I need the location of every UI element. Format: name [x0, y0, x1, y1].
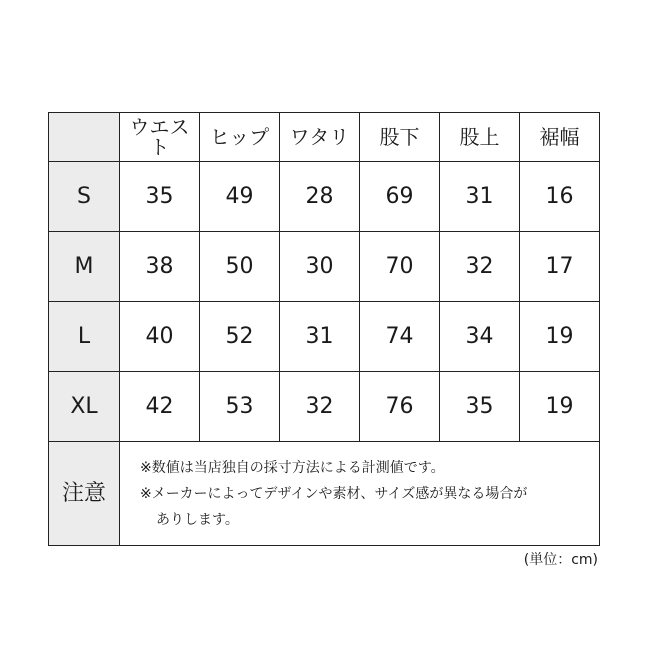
- column-header-hip: ヒップ: [200, 113, 280, 162]
- size-chart-body: [49, 113, 600, 546]
- table-cell: 74: [360, 302, 440, 372]
- table-cell: 69: [360, 162, 440, 232]
- size-chart-table: [48, 112, 600, 546]
- table-cell: 53: [200, 372, 280, 442]
- note-line: ありします。: [156, 511, 239, 528]
- table-row: [49, 302, 600, 372]
- table-row: [49, 162, 600, 232]
- table-cell: 40: [120, 302, 200, 372]
- notes-row: [49, 442, 600, 546]
- table-cell: 31: [440, 162, 520, 232]
- table-cell: 42: [120, 372, 200, 442]
- unit-label: (単位：cm): [523, 552, 598, 568]
- note-line: ※数値は当店独自の採寸方法による計測値です。: [140, 459, 445, 476]
- table-cell: 19: [520, 302, 600, 372]
- header-row: [49, 113, 600, 162]
- size-label: L: [49, 302, 120, 372]
- table-cell: 16: [520, 162, 600, 232]
- table-cell: 31: [280, 302, 360, 372]
- table-cell: 38: [120, 232, 200, 302]
- size-label: XL: [49, 372, 120, 442]
- note-line: ※メーカーによってデザインや素材、サイズ感が異なる場合が: [140, 485, 528, 502]
- column-header-waist: ウエスト: [120, 113, 200, 162]
- table-cell: 35: [120, 162, 200, 232]
- table-cell: 49: [200, 162, 280, 232]
- table-cell: 19: [520, 372, 600, 442]
- table-cell: 52: [200, 302, 280, 372]
- column-header-hem-width: 裾幅: [520, 113, 600, 162]
- corner-cell: [49, 113, 120, 162]
- table-cell: 32: [280, 372, 360, 442]
- table-row: [49, 372, 600, 442]
- column-header-rise: 股上: [440, 113, 520, 162]
- table-row: [49, 232, 600, 302]
- table-cell: 30: [280, 232, 360, 302]
- column-header-inseam: 股下: [360, 113, 440, 162]
- table-cell: 28: [280, 162, 360, 232]
- table-cell: 17: [520, 232, 600, 302]
- notes-cell: [120, 442, 600, 546]
- size-label: M: [49, 232, 120, 302]
- table-cell: 35: [440, 372, 520, 442]
- size-label: S: [49, 162, 120, 232]
- column-header-thigh: ワタリ: [280, 113, 360, 162]
- notes-label: 注意: [49, 442, 120, 546]
- table-cell: 34: [440, 302, 520, 372]
- table-cell: 70: [360, 232, 440, 302]
- table-cell: 50: [200, 232, 280, 302]
- table-cell: 32: [440, 232, 520, 302]
- table-cell: 76: [360, 372, 440, 442]
